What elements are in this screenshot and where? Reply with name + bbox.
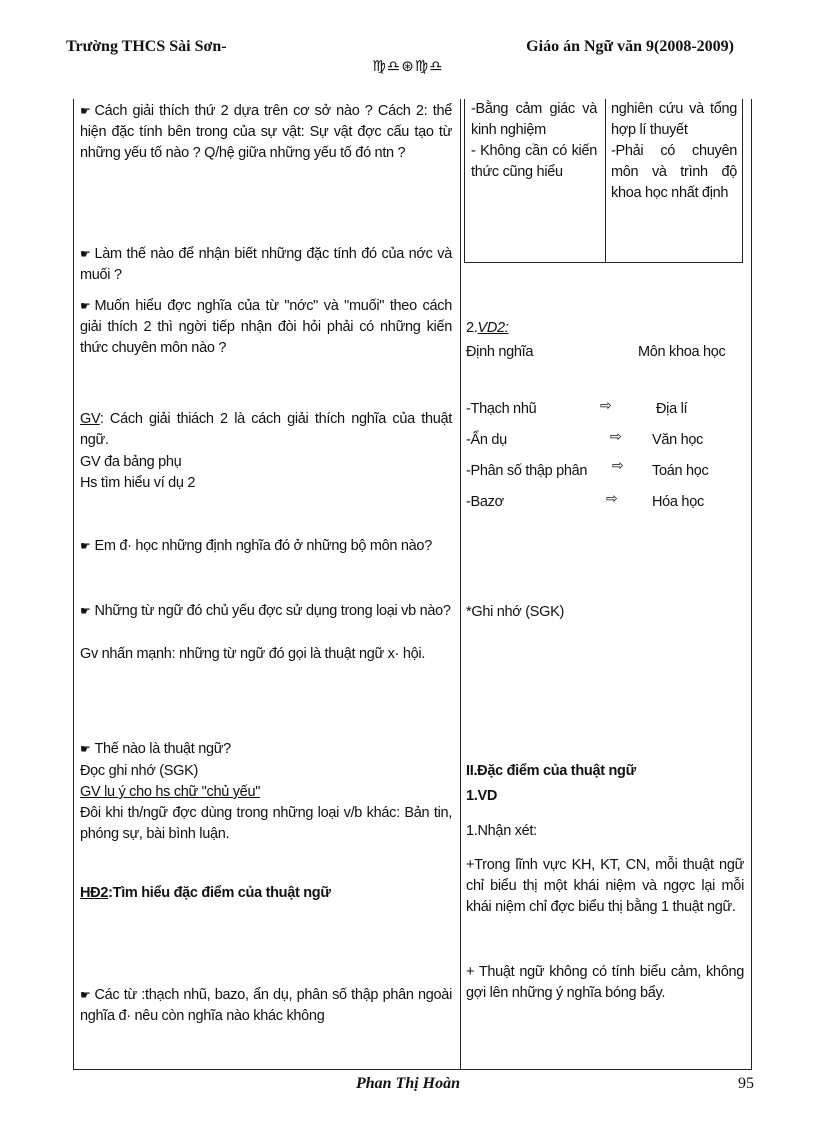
comparison-table	[464, 99, 743, 263]
observation-point-2: + Thuật ngữ không có tính biểu cảm, không gợi lên những ý nghĩa bóng bẩy.	[466, 964, 744, 1001]
header-ornament: ♍♎⊛♍♎	[372, 57, 444, 75]
pointing-hand-icon: ☛	[80, 988, 91, 1002]
definition-column-label: Định nghĩa	[466, 344, 534, 360]
question-1: ☛ Cách giải thích thứ 2 dựa trên cơ sở nào ? Cách 2: thể hiện đặc tính bên trong của sự vật: Sự vật đợc cấu tạo từ những yếu tố nào ? Q/hệ giữa những yếu tố đó ntn ?	[80, 103, 452, 161]
memo-note: *Ghi nhớ (SGK)	[466, 604, 564, 620]
arrow-right-icon: ⇨	[612, 458, 624, 474]
pointing-hand-icon: ☛	[80, 104, 91, 118]
term-subject: Văn học	[652, 432, 704, 448]
comparison-divider	[605, 99, 606, 262]
question-3: ☛ Muốn hiểu đợc nghĩa của từ "nớc" và "muối" theo cách giải thích 2 thì ngời tiếp nhận đòi hỏi phải có những kiến thức chuyên môn nào ?	[80, 298, 452, 356]
question-5: ☛ Những từ ngữ đó chủ yếu đợc sử dụng trong loại vb nào?	[80, 603, 451, 619]
usage-note: Đôi khi th/ngữ đợc dùng trong những loại v/b khác: Bản tin, phóng sự, bài bình luận.	[80, 805, 452, 842]
question-6: ☛ Thế nào là thuật ngữ?	[80, 741, 231, 757]
pointing-hand-icon: ☛	[80, 299, 91, 313]
pointing-hand-icon: ☛	[80, 604, 91, 618]
student-task-1: Hs tìm hiểu ví dụ 2	[80, 475, 196, 491]
term-row	[466, 398, 744, 423]
pointing-hand-icon: ☛	[80, 539, 91, 553]
comparison-col-2: nghiên cứu và tổng hợp lí thuyết -Phải có chuyên môn và trình độ khoa học nhất định	[611, 101, 737, 201]
column-divider	[460, 99, 461, 1069]
question-2: ☛ Làm thế nào để nhận biết những đặc tính đó của nớc và muối ?	[80, 246, 452, 283]
section-2-heading: II.Đặc điểm của thuật ngữ	[466, 763, 636, 779]
subject-column-label: Môn khoa học	[638, 344, 726, 360]
term-name: -Ẩn dụ	[466, 432, 507, 448]
pointing-hand-icon: ☛	[80, 742, 91, 756]
page-number: 95	[738, 1075, 754, 1092]
pointing-hand-icon: ☛	[80, 247, 91, 261]
term-row	[466, 491, 744, 516]
arrow-right-icon: ⇨	[610, 429, 622, 445]
teacher-note-4: GV lu ý cho hs chữ "chủ yếu"	[80, 784, 261, 800]
lesson-table	[73, 99, 752, 1070]
comparison-col-1: -Bằng cảm giác và kinh nghiệm - Không cần có kiến thức cũng hiểu	[471, 101, 597, 180]
term-row	[466, 429, 744, 454]
observation-point-1: +Trong lĩnh vực KH, KT, CN, mỗi thuật ngữ chỉ biểu thị một khái niệm và ngợc lại mỗi khái niệm chỉ đợc biểu thị bằng 1 thuật ngữ.	[466, 857, 744, 915]
term-subject: Toán học	[652, 463, 709, 479]
term-name: -Bazơ	[466, 494, 504, 510]
activity-2-heading: HĐ2:Tìm hiểu đặc điểm của thuật ngữ	[80, 885, 331, 901]
example-1-label: 1.VD	[466, 788, 498, 804]
term-name: -Thạch nhũ	[466, 401, 537, 417]
teacher-note-1: GV: Cách giải thiách 2 là cách giải thích nghĩa của thuật ngữ.	[80, 411, 452, 448]
observation-label: 1.Nhận xét:	[466, 823, 537, 839]
term-subject: Địa lí	[656, 401, 688, 417]
terms-header-row	[466, 344, 744, 366]
example-2-label: 2.VD2:	[466, 320, 509, 336]
arrow-right-icon: ⇨	[606, 491, 618, 507]
read-memo: Đọc ghi nhớ (SGK)	[80, 763, 199, 779]
author-name: Phan Thị Hoàn	[355, 1075, 461, 1092]
teacher-note-3: Gv nhấn mạnh: những từ ngữ đó gọi là thuật ngữ x· hội.	[80, 646, 426, 662]
term-subject: Hóa học	[652, 494, 704, 510]
document-title: Giáo án Ngữ văn 9(2008-2009)	[526, 38, 734, 55]
question-4: ☛ Em đ· học những định nghĩa đó ở những bộ môn nào?	[80, 538, 432, 554]
teacher-note-2: GV đa bảng phụ	[80, 454, 182, 470]
school-header: Trường THCS Sài Sơn-	[66, 38, 227, 55]
arrow-right-icon: ⇨	[600, 398, 612, 414]
question-7: ☛ Các từ :thạch nhũ, bazo, ẩn dụ, phân số thập phân ngoài nghĩa đ· nêu còn nghĩa nào khác không	[80, 987, 452, 1024]
term-name: -Phân số thập phân	[466, 463, 588, 479]
term-row	[466, 458, 744, 485]
